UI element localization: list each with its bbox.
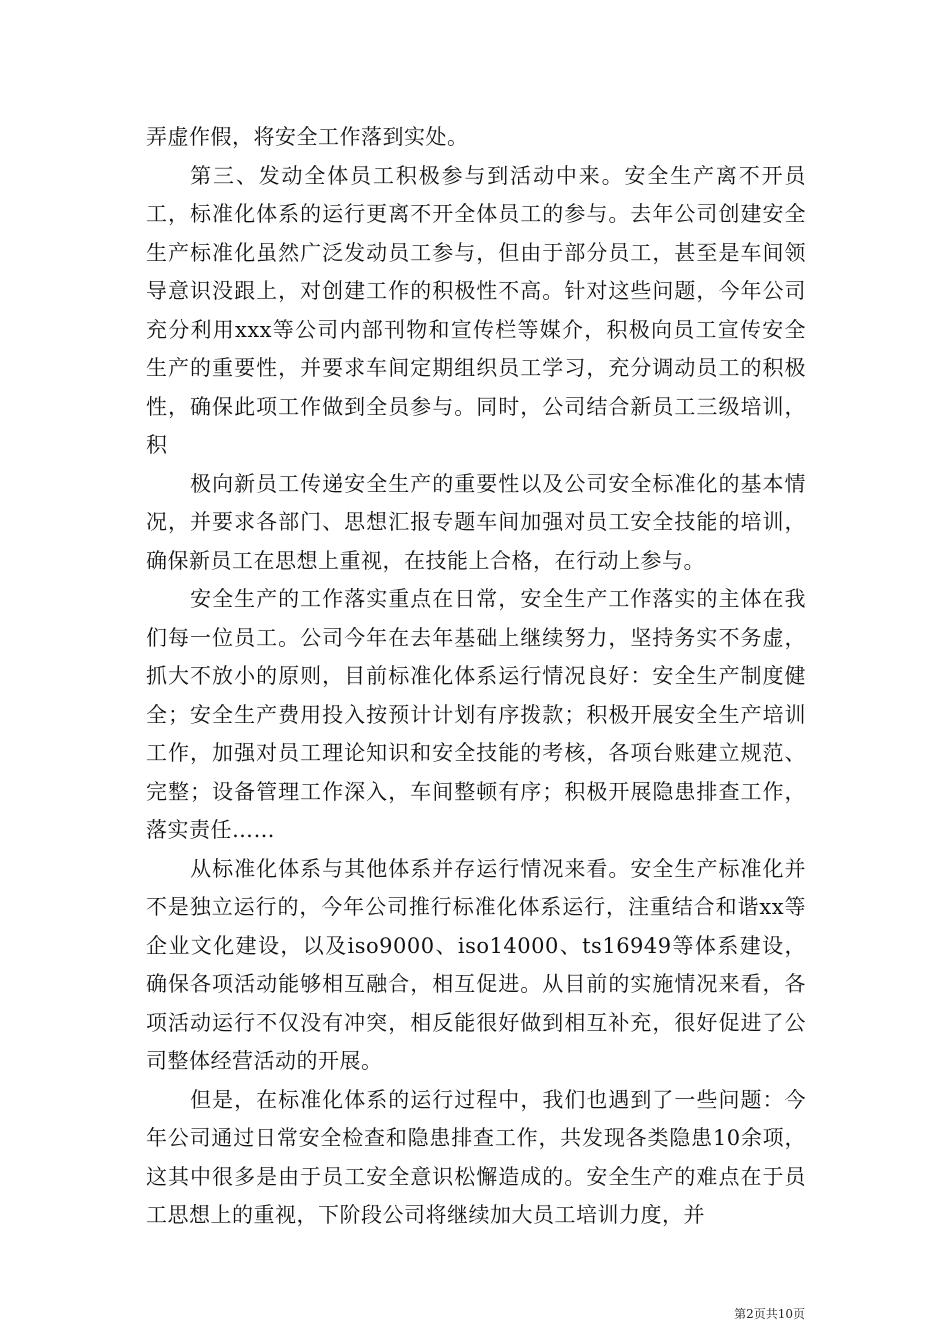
paragraph-4: 安全生产的工作落实重点在日常，安全生产工作落实的主体在我们每一位员工。公司今年在去年基础上继续努力，坚持务实不务虚，抓大不放小的原则，目前标准化体系运行情况良好：安全生产制度健全；安全生产费用投入按预计计划有序拨款；积极开展安全生产培训工作，加强对员工理论知识和安全技能的考核，各项台账建立规范、完整；设备管理工作深入，车间整顿有序；积极开展隐患排查工作，落实责任…… xyxy=(146,587,806,842)
page-number-footer: 第2页共10页 xyxy=(734,1307,805,1321)
paragraph-6: 但是，在标准化体系的运行过程中，我们也遇到了一些问题：今年公司通过日常安全检查和隐患排查工作，共发现各类隐患10余项，这其中很多是由于员工安全意识松懈造成的。安全生产的难点在于员工思想上的重视，下阶段公司将继续加大员工培训力度，并 xyxy=(146,1087,806,1227)
body-text xyxy=(146,118,806,1235)
paragraph-1: 弄虚作假，将安全工作落到实处。 xyxy=(146,125,469,149)
paragraph-3: 极向新员工传递安全生产的重要性以及公司安全标准化的基本情况，并要求各部门、思想汇报专题车间加强对员工安全技能的培训，确保新员工在思想上重视，在技能上合格，在行动上参与。 xyxy=(146,471,806,573)
paragraph-5: 从标准化体系与其他体系并存运行情况来看。安全生产标准化并不是独立运行的，今年公司推行标准化体系运行，注重结合和谐xx等企业文化建设，以及iso9000、iso14000、ts16949等体系建设，确保各项活动能够相互融合，相互促进。从目前的实施情况来看，各项活动运行不仅没有冲突，相反能很好做到相互补充，很好促进了公司整体经营活动的开展。 xyxy=(146,856,806,1073)
paragraph-2: 第三、发动全体员工积极参与到活动中来。安全生产离不开员工，标准化体系的运行更离不开全体员工的参与。去年公司创建安全生产标准化虽然广泛发动员工参与，但由于部分员工，甚至是车间领导意识没跟上，对创建工作的积极性不高。针对这些问题，今年公司充分利用xxx等公司内部刊物和宣传栏等媒介，积极向员工宣传安全生产的重要性，并要求车间定期组织员工学习，充分调动员工的积极性，确保此项工作做到全员参与。同时，公司结合新员工三级培训，积 xyxy=(146,163,806,457)
